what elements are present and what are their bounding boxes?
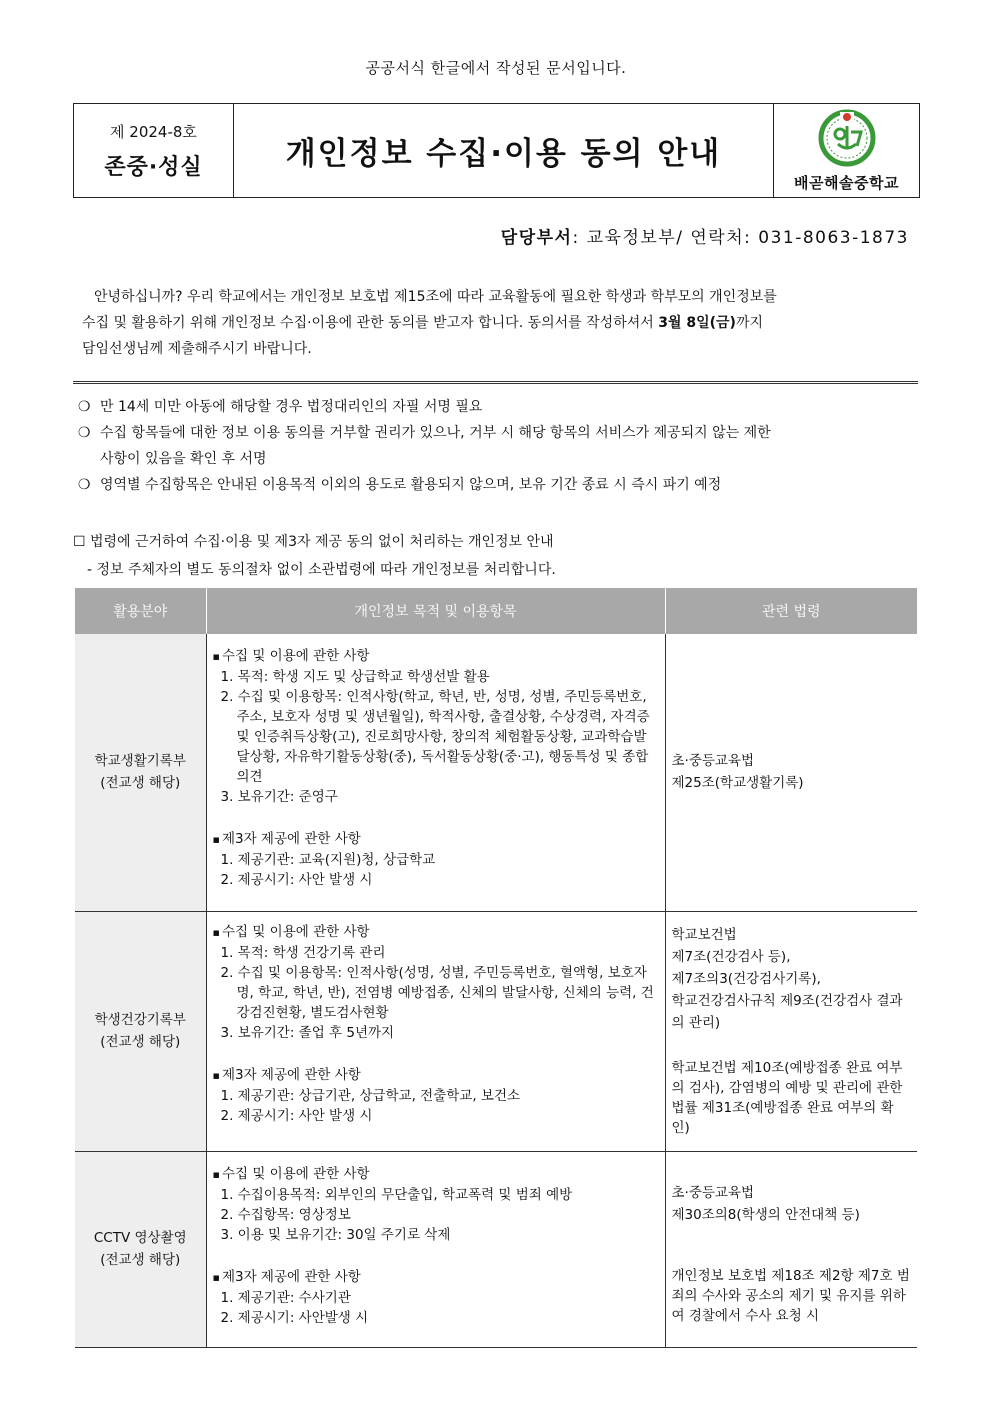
contact-info xyxy=(501,223,909,248)
document-header xyxy=(73,103,920,198)
law-text: 제7조(건강검사 등), xyxy=(671,948,791,965)
notice-text: 만 14세 미만 아동에 해당할 경우 법정대리인의 자필 서명 필요 xyxy=(100,399,483,415)
purpose-cell xyxy=(206,911,665,1151)
school-logo-icon xyxy=(814,108,880,170)
area-cell xyxy=(75,911,206,1151)
item: 2. 제공시기: 사안 발생 시 xyxy=(220,1107,373,1124)
law-text: 개인정보 보호법 제18조 제2항 제7호 범죄의 수사와 공소의 제기 및 유지를 위하여 경찰에서 수사 요청 시 xyxy=(671,1267,910,1324)
subheading: ▪ 수집 및 이용에 관한 사항 xyxy=(213,922,659,943)
area-cell xyxy=(75,1151,206,1347)
deadline-date: 3월 8일(금) xyxy=(658,315,736,331)
area-cell xyxy=(75,634,206,911)
school-name: 배곧해솔중학교 xyxy=(794,174,899,192)
contact-value: : 교육정보부/ 연락처: 031-8063-1873 xyxy=(572,228,909,248)
law-text: 제30조의8(학생의 안전대책 등) xyxy=(671,1206,860,1223)
purpose-cell xyxy=(206,634,665,911)
bullet-icon: ❍ xyxy=(78,399,91,415)
area-name: 학생건강기록부 xyxy=(94,1012,186,1028)
subheading: ▪ 제3자 제공에 관한 사항 xyxy=(213,1267,659,1288)
notice-list xyxy=(78,394,920,498)
law-text: 제7조의3(건강검사기록), xyxy=(671,970,821,987)
law-cell xyxy=(665,911,917,1151)
intro-line xyxy=(82,310,918,336)
intro-paragraph xyxy=(82,284,918,362)
top-note: 공공서식 한글에서 작성된 문서입니다. xyxy=(365,59,627,77)
item: 2. 제공시기: 사안 발생 시 xyxy=(220,872,373,888)
area-scope: (전교생 해당) xyxy=(100,1034,181,1050)
header-center xyxy=(234,104,773,197)
item: 1. 목적: 학생 건강기록 관리 xyxy=(220,944,386,961)
law-cell xyxy=(665,634,917,911)
law-text: 학교보건법 제10조(예방접종 완료 여부의 검사), 감염병의 예방 및 관리에 관한 법률 제31조(예방접종 완료 여부의 확인) xyxy=(671,1059,903,1136)
table-header-row xyxy=(75,588,917,634)
area-name: CCTV 영상촬영 xyxy=(93,1230,187,1246)
item: 3. 보유기간: 졸업 후 5년까지 xyxy=(220,1024,395,1041)
table-row xyxy=(75,634,917,911)
table-row xyxy=(75,911,917,1151)
item: 2. 수집 및 이용항목: 인적사항(성명, 성별, 주민등록번호, 혈액형, 보호자명, 학교, 학년, 반), 전염병 예방접종, 신체의 발달사항, 신체의 능력, 건강검진현황, 별도검사현황 xyxy=(220,964,654,1021)
law-cell xyxy=(665,1151,917,1347)
notice-text: 수집 항목들에 대한 정보 이용 동의를 거부할 권리가 있으나, 거부 시 해당 항목의 서비스가 제공되지 않는 제한 xyxy=(100,425,771,441)
intro-text: 수집 및 활용하기 위해 개인정보 수집·이용에 관한 동의를 받고자 합니다. 동의서를 작성하셔서 xyxy=(82,315,659,331)
header-right xyxy=(773,104,919,197)
list-item xyxy=(78,472,920,498)
spacer xyxy=(213,807,659,829)
intro-line: 안녕하십니까? 우리 학교에서는 개인정보 보호법 제15조에 따라 교육활동에 필요한 학생과 학부모의 개인정보를 xyxy=(94,289,777,305)
law-text: 학교건강검사규칙 제9조(건강검사 결과의 관리) xyxy=(671,992,903,1031)
area-name: 학교생활기록부 xyxy=(94,753,186,770)
intro-text: 까지 xyxy=(735,315,764,331)
contact-label: 담당부서 xyxy=(500,228,573,248)
subheading: ▪ 수집 및 이용에 관한 사항 xyxy=(213,1164,659,1185)
subheading: ▪ 제3자 제공에 관한 사항 xyxy=(213,829,659,850)
table-row xyxy=(75,1151,917,1347)
subheading: ▪ 수집 및 이용에 관한 사항 xyxy=(213,646,659,667)
bullet-icon: ❍ xyxy=(78,477,91,493)
law-text: 학교보건법 xyxy=(671,926,737,943)
spacer xyxy=(213,1043,659,1065)
law-text: 초·중등교육법 xyxy=(671,1184,755,1201)
area-scope: (전교생 해당) xyxy=(100,775,181,792)
section-heading xyxy=(73,528,556,584)
law-text: 초·중등교육법 xyxy=(671,753,755,770)
notice-text: 영역별 수집항목은 안내된 이용목적 이외의 용도로 활용되지 않으며, 보유 기간 종료 시 즉시 파기 예정 xyxy=(100,477,722,493)
item: 3. 이용 및 보유기간: 30일 주기로 삭제 xyxy=(220,1226,451,1243)
notice-text-continued: 사항이 있음을 확인 후 서명 xyxy=(100,451,267,467)
item: 2. 수집 및 이용항목: 인적사항(학교, 학년, 반, 성명, 성별, 주민등록번호, 주소, 보호자 성명 및 생년월일), 학적사항, 출결상황, 수상경력, 자격증 및 인증취득상황(고), 진로희망사항, 창의적 체험활동상황, 교과학습발달상황, 자유학기활동상황(중), 독서활동상황(중·고), 행동특성 및 종합의견 xyxy=(220,689,650,785)
column-header: 관련 법령 xyxy=(665,588,917,634)
spacer xyxy=(672,1034,912,1058)
double-divider xyxy=(73,381,918,384)
intro-line: 담임선생님께 제출해주시기 바랍니다. xyxy=(82,341,312,357)
subheading: ▪ 제3자 제공에 관한 사항 xyxy=(213,1065,659,1086)
bullet-icon: ❍ xyxy=(78,425,91,441)
spacer xyxy=(672,1226,912,1266)
document-number: 제 2024-8호 xyxy=(110,122,197,141)
page-title: 개인정보 수집·이용 동의 안내 xyxy=(285,136,722,172)
item: 1. 제공기관: 교육(지원)청, 상급학교 xyxy=(220,852,436,868)
column-header: 개인정보 목적 및 이용항목 xyxy=(206,588,665,634)
list-item xyxy=(78,394,920,420)
item: 2. 수집항목: 영상정보 xyxy=(220,1206,351,1223)
column-header: 활용분야 xyxy=(75,588,206,634)
item: 3. 보유기간: 준영구 xyxy=(220,789,338,805)
area-scope: (전교생 해당) xyxy=(100,1252,181,1268)
item: 1. 수집이용목적: 외부인의 무단출입, 학교폭력 및 범죄 예방 xyxy=(220,1186,573,1203)
law-text: 제25조(학교생활기록) xyxy=(671,775,804,792)
item: 1. 목적: 학생 지도 및 상급학교 학생선발 활용 xyxy=(220,669,490,685)
header-left xyxy=(74,104,234,197)
list-item xyxy=(78,420,920,446)
item: 1. 제공기관: 상급기관, 상급학교, 전출학교, 보건소 xyxy=(220,1087,521,1104)
item: 2. 제공시기: 사안발생 시 xyxy=(220,1309,369,1326)
section-subtitle: - 정보 주체자의 별도 동의절차 없이 소관법령에 따라 개인정보를 처리합니다. xyxy=(87,562,556,578)
school-motto: 존중·성실 xyxy=(104,154,203,180)
purpose-cell xyxy=(206,1151,665,1347)
item: 1. 제공기관: 수사기관 xyxy=(220,1289,351,1306)
spacer xyxy=(213,1245,659,1267)
personal-info-table xyxy=(75,588,917,1348)
section-title: ☐ 법령에 근거하여 수집·이용 및 제3자 제공 동의 없이 처리하는 개인정보 안내 xyxy=(73,534,554,550)
